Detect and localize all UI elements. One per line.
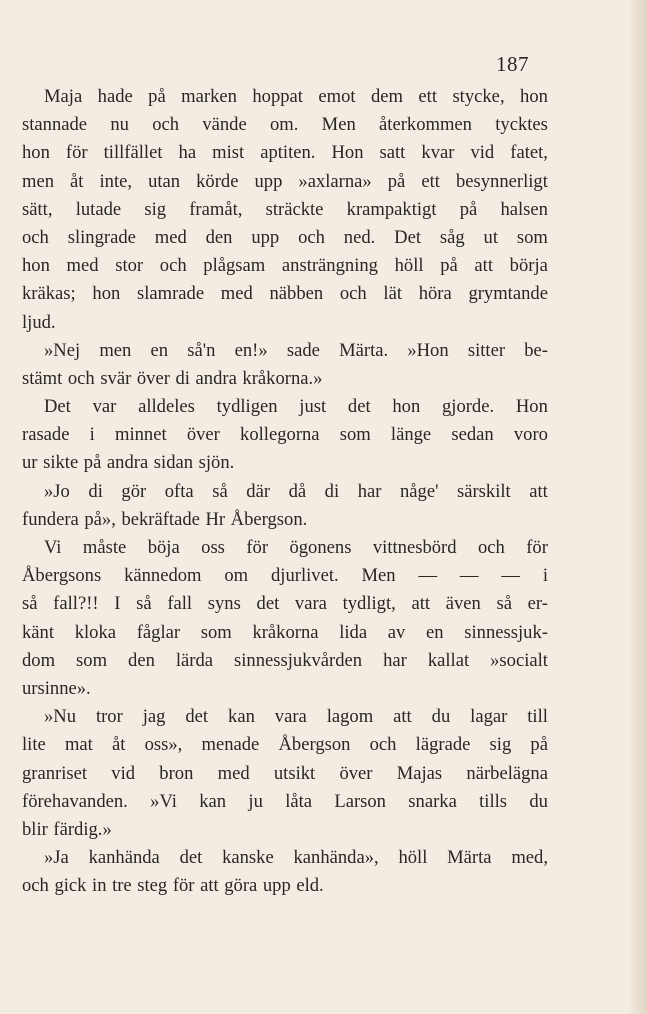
text-line: granriset vid bron med utsikt över Majas närbelägna (22, 762, 548, 784)
text-line: dom som den lärda sinnessjukvården har kallat »socialt (22, 649, 548, 671)
text-line: ljud. (22, 311, 56, 333)
text-line: rasade i minnet över kollegorna som länge sedan voro (22, 424, 548, 446)
text-line: Maja hade på marken hoppat emot dem ett stycke, hon (44, 86, 548, 107)
text-line: och slingrade med den upp och ned. Det såg ut som (22, 226, 548, 248)
text-line: fundera på», bekräftade Hr Åbergson. (22, 508, 308, 530)
text-line: Det var alldeles tydligen just det hon gjorde. Hon (44, 396, 548, 418)
text-line: så fall?!! I så fall syns det vara tydligt, att även så er- (22, 593, 548, 615)
text-line: stannade nu och vände om. Men återkommen tycktes (22, 114, 548, 136)
body-text (22, 83, 548, 900)
text-line: kräkas; hon slamrade med näbben och lät höra grymtande (22, 283, 548, 305)
page-edge-shadow (633, 0, 647, 1014)
text-line: men åt inte, utan körde upp »axlarna» på ett besynnerligt (22, 170, 548, 192)
text-line: ur sikte på andra sidan sjön. (22, 452, 235, 474)
page-number: 187 (496, 52, 529, 76)
text-line: hon för tillfället ha mist aptiten. Hon satt kvar vid fatet, (22, 142, 548, 164)
text-line: ursinne». (22, 677, 91, 699)
text-line: Vi måste böja oss för ögonens vittnesbörd och för (44, 537, 548, 558)
text-line: »Ja kanhända det kanske kanhända», höll Märta med, (44, 847, 548, 869)
text-line: blir färdig.» (22, 818, 112, 840)
text-line: förehavanden. »Vi kan ju låta Larson snarka tills du (22, 790, 548, 812)
text-line: hon med stor och plågsam ansträngning höll på att börja (22, 255, 548, 277)
text-line: »Jo di gör ofta så där då di har någe' särskilt att (44, 480, 548, 502)
text-line: stämt och svär över di andra kråkorna.» (22, 367, 323, 389)
text-line: Åbergsons kännedom om djurlivet. Men — — — i (22, 565, 548, 587)
text-line: och gick in tre steg för att göra upp eld. (22, 875, 324, 897)
text-line: »Nu tror jag det kan vara lagom att du lagar till (44, 706, 548, 728)
text-line: lite mat åt oss», menade Åbergson och lägrade sig på (22, 734, 548, 756)
text-line: »Nej men en så'n en!» sade Märta. »Hon sitter be- (44, 339, 548, 361)
text-line: känt kloka fåglar som kråkorna lida av en sinnessjuk- (22, 621, 548, 643)
text-line: sätt, lutade sig framåt, sträckte krampaktigt på halsen (22, 198, 548, 220)
